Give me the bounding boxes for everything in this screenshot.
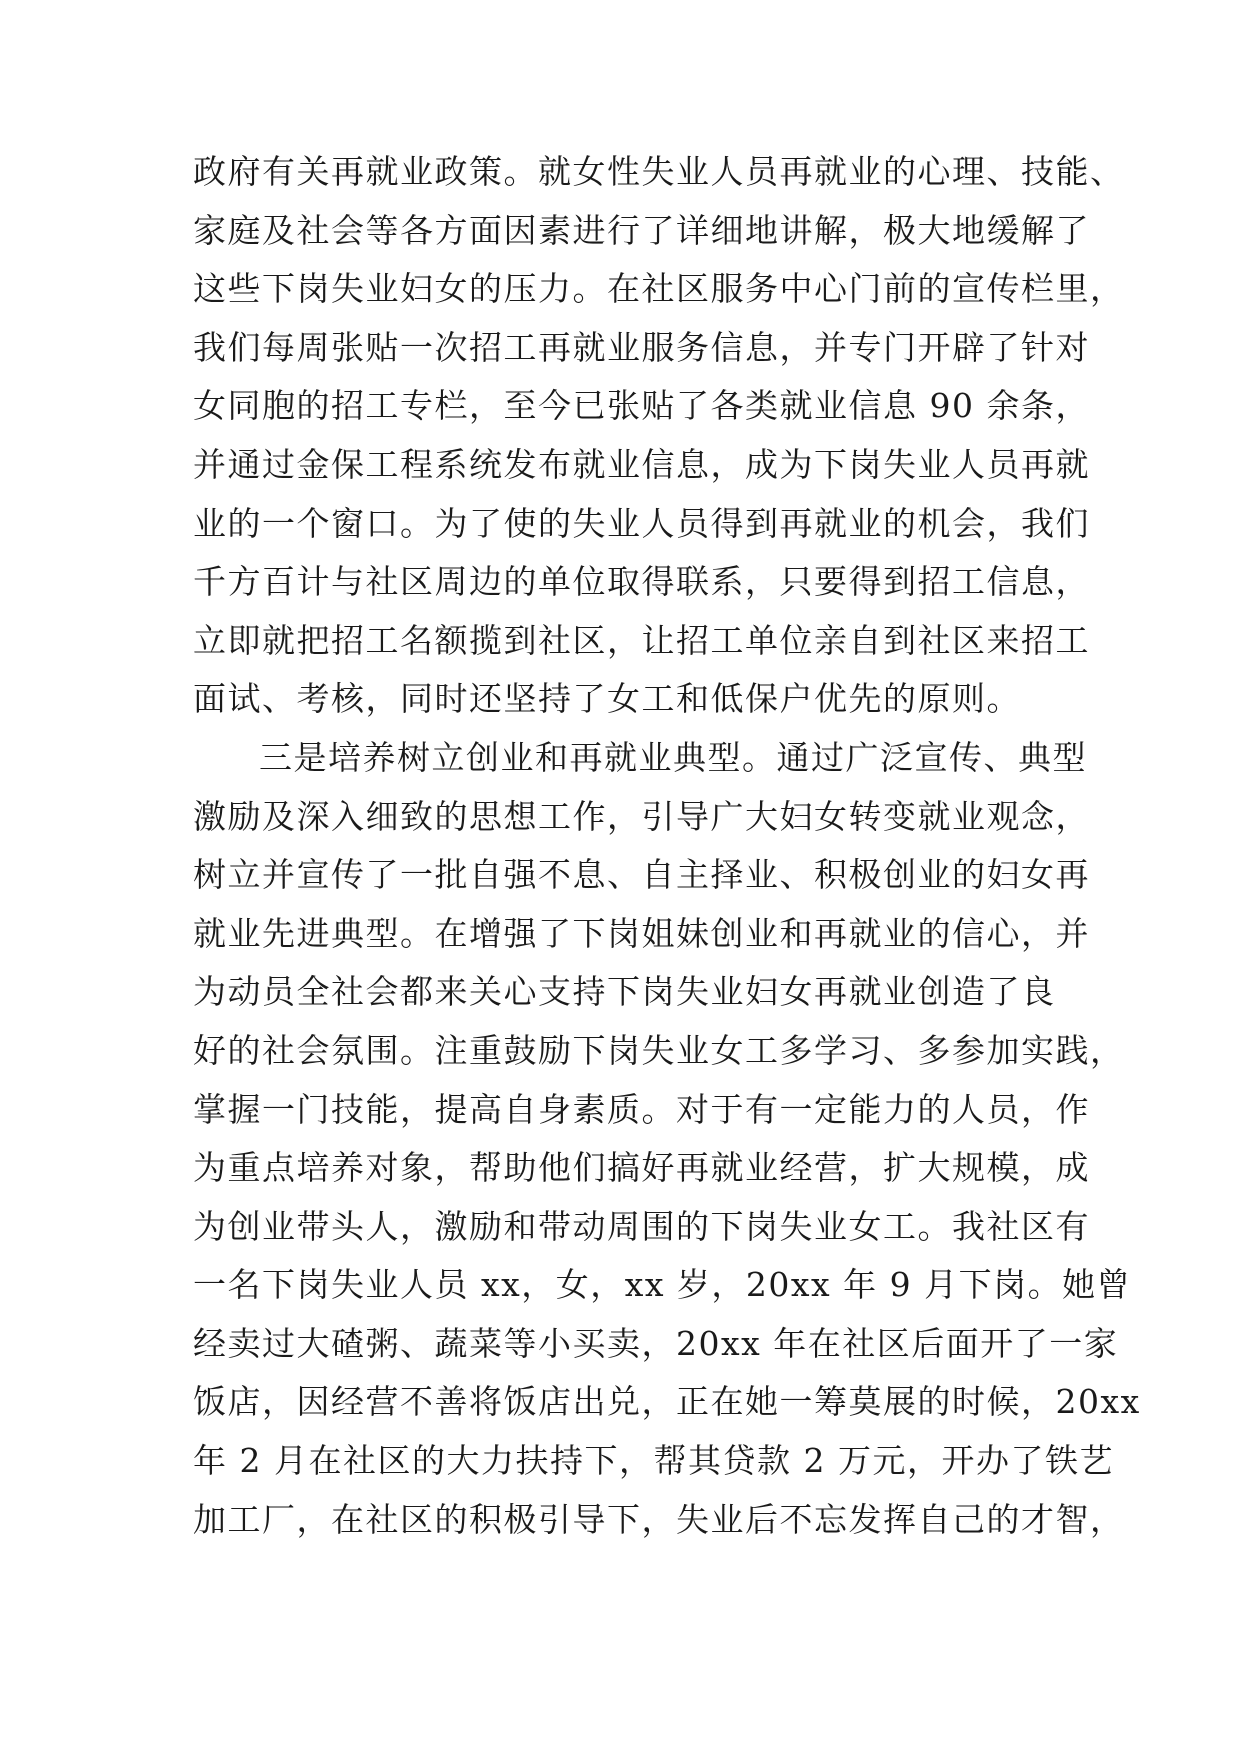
text-line: 业的一个窗口。为了使的失业人员得到再就业的机会，我们: [193, 503, 1090, 543]
text-line: 年 2 月在社区的大力扶持下，帮其贷款 2 万元，开办了铁艺: [193, 1441, 1114, 1481]
text-line: 我们每周张贴一次招工再就业服务信息，并专门开辟了针对: [193, 327, 1090, 367]
body-text: [193, 143, 1141, 1549]
text-line: 千方百计与社区周边的单位取得联系，只要得到招工信息，: [193, 562, 1090, 602]
text-line: 一名下岗失业人员 xx，女，xx 岁，20xx 年 9 月下岗。她曾: [193, 1265, 1132, 1305]
text-line: 并通过金保工程系统发布就业信息，成为下岗失业人员再就: [193, 444, 1090, 484]
text-line: 饭店，因经营不善将饭店出兑，正在她一筹莫展的时候，20xx: [193, 1382, 1141, 1422]
text-line: 立即就把招工名额揽到社区，让招工单位亲自到社区来招工: [193, 620, 1090, 660]
text-line: 女同胞的招工专栏，至今已张贴了各类就业信息 90 余条，: [193, 386, 1090, 426]
text-line: 树立并宣传了一批自强不息、自主择业、积极创业的妇女再: [193, 855, 1090, 895]
text-line: 这些下岗失业妇女的压力。在社区服务中心门前的宣传栏里，: [193, 269, 1125, 309]
text-line: 为动员全社会都来关心支持下岗失业妇女再就业创造了良: [193, 972, 1056, 1012]
text-line: 政府有关再就业政策。就女性失业人员再就业的心理、技能、: [193, 152, 1125, 191]
text-line: 掌握一门技能，提高自身素质。对于有一定能力的人员，作: [193, 1089, 1090, 1129]
text-line: 就业先进典型。在增强了下岗姐妹创业和再就业的信心，并: [193, 913, 1090, 953]
text-line: 好的社会氛围。注重鼓励下岗失业女工多学习、多参加实践，: [193, 1030, 1125, 1070]
text-line: 面试、考核，同时还坚持了女工和低保户优先的原则。: [193, 679, 1021, 719]
text-line: 为重点培养对象，帮助他们搞好再就业经营，扩大规模，成: [193, 1148, 1090, 1188]
paragraph-start-line: 三是培养树立创业和再就业典型。通过广泛宣传、典型: [259, 737, 1087, 777]
text-line: 为创业带头人，激励和带动周围的下岗失业女工。我社区有: [193, 1206, 1090, 1246]
text-line: 激励及深入细致的思想工作，引导广大妇女转变就业观念，: [193, 796, 1090, 836]
text-line: 经卖过大碴粥、蔬菜等小买卖，20xx 年在社区后面开了一家: [193, 1323, 1119, 1363]
text-line: 家庭及社会等各方面因素进行了详细地讲解，极大地缓解了: [193, 210, 1090, 250]
text-line: 加工厂，在社区的积极引导下，失业后不忘发挥自己的才智，: [193, 1499, 1125, 1539]
